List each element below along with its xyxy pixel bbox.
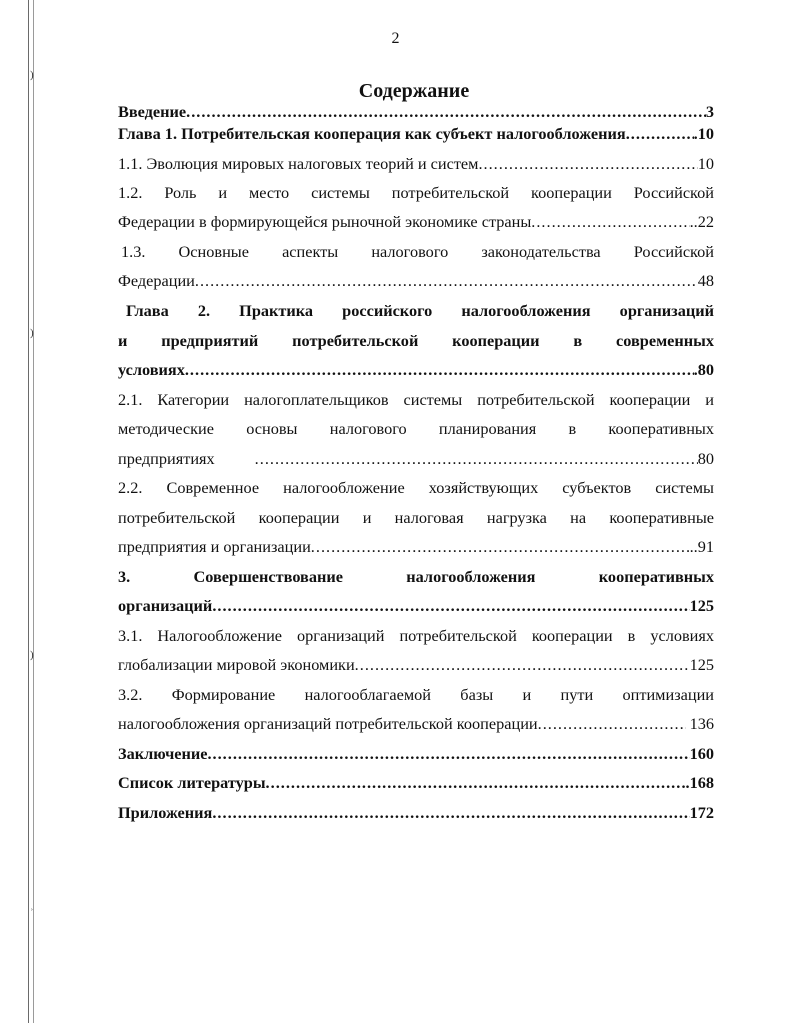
toc-entry-page: ..22 <box>689 212 714 231</box>
toc-entry-page: 160 <box>689 744 714 763</box>
dot-leader <box>531 212 689 232</box>
dot-leader <box>207 744 689 764</box>
toc-entry-introduction[interactable] <box>118 102 714 124</box>
dot-leader <box>212 803 689 823</box>
toc-entry-conclusion[interactable] <box>118 744 714 766</box>
dot-leader <box>478 154 697 174</box>
toc-entry-1-3-cont[interactable] <box>118 271 714 293</box>
binding-hole-mark: ) <box>30 69 34 81</box>
toc-entry-3-2[interactable]: 3.2. Формирование налогооблагаемой базы и пути оптимизации <box>118 685 714 704</box>
toc-entry-appendices[interactable] <box>118 803 714 825</box>
dot-leader <box>195 271 698 291</box>
dot-leader <box>311 537 690 557</box>
toc-entry-page: 80 <box>697 449 714 468</box>
toc-entry-chapter-2-cont[interactable]: и предприятий потребительской кооперации в современных <box>118 331 714 350</box>
toc-entry-text: налогообложения организаций потребительской кооперации <box>118 714 538 733</box>
scan-edge-line <box>28 0 29 1023</box>
toc-entry-text: Приложения <box>118 803 213 822</box>
toc-entry-text: Список литературы <box>118 773 266 792</box>
toc-entry-2-2-end[interactable] <box>118 537 714 559</box>
toc-entry-page: 125 <box>689 655 714 674</box>
toc-entry-2-1-end[interactable] <box>118 449 714 471</box>
toc-entry-1-3[interactable]: 1.3. Основные аспекты налогового законодательства Российской <box>121 242 714 261</box>
toc-entry-2-1-cont[interactable]: методические основы налогового планирования в кооперативных <box>118 419 714 438</box>
dot-leader <box>538 714 686 734</box>
toc-entry-page: 3 <box>705 102 714 121</box>
toc-entry-chapter-2-end[interactable] <box>118 360 714 382</box>
toc-entry-text: организаций <box>118 596 213 615</box>
toc-entry-3-2-end[interactable] <box>118 714 714 736</box>
toc-entry-page: 136 <box>685 714 714 733</box>
toc-entry-chapter-3-end[interactable] <box>118 596 714 618</box>
toc-entry-text: Федерации в формирующейся рыночной экономике страны <box>118 212 532 231</box>
scan-edge-line <box>33 0 34 1023</box>
toc-entry-page: .80 <box>693 360 714 379</box>
toc-entry-page: .10 <box>693 124 714 143</box>
page-number: 2 <box>391 30 400 47</box>
toc-entry-1-1[interactable] <box>118 154 714 176</box>
toc-entry-2-1[interactable]: 2.1. Категории налогоплательщиков системы потребительской кооперации и <box>118 390 714 409</box>
toc-entry-chapter-3[interactable]: 3. Совершенствование налогообложения кооперативных <box>118 567 714 586</box>
toc-entry-page: ..168 <box>681 773 714 792</box>
toc-entry-text: предприятиях <box>118 449 215 468</box>
toc-entry-page: 10 <box>697 154 714 173</box>
toc-entry-page: 48 <box>697 271 714 290</box>
toc-entry-1-2-cont[interactable] <box>118 212 714 234</box>
dot-leader <box>626 124 694 144</box>
toc-entry-text: условиях <box>118 360 185 379</box>
toc-title: Содержание <box>358 80 470 102</box>
binding-hole-mark: ) <box>30 327 34 339</box>
toc-entry-page: 172 <box>689 803 714 822</box>
toc-entry-page: ..91 <box>689 537 714 556</box>
binding-hole-mark: ) <box>30 649 34 661</box>
toc-entry-1-2[interactable]: 1.2. Роль и место системы потребительской кооперации Российской <box>118 183 714 202</box>
toc-entry-text: Заключение <box>118 744 208 763</box>
toc-entry-text: Глава 1. Потребительская кооперация как субъект налогообложения <box>118 124 626 143</box>
toc-entry-3-1[interactable]: 3.1. Налогообложение организаций потребительской кооперации в условиях <box>118 626 714 645</box>
toc-entry-chapter-2[interactable]: Глава 2. Практика российского налогообложения организаций <box>126 301 714 320</box>
toc-entry-text: глобализации мировой экономики <box>118 655 355 674</box>
dot-leader <box>266 773 682 793</box>
toc-entry-2-2[interactable]: 2.2. Современное налогообложение хозяйствующих субъектов системы <box>118 478 714 497</box>
toc-entry-chapter-1[interactable] <box>118 124 714 146</box>
dot-leader <box>355 655 690 675</box>
binding-hole-mark: ʾ <box>30 907 34 919</box>
toc-entry-text: 1.1. Эволюция мировых налоговых теорий и систем <box>118 154 479 173</box>
dot-leader <box>255 449 698 469</box>
dot-leader <box>185 360 694 380</box>
toc-entry-text: Федерации <box>118 271 195 290</box>
dot-leader <box>212 596 689 616</box>
toc-entry-text: предприятия и организации <box>118 537 311 556</box>
toc-entry-text: Введение <box>118 102 187 121</box>
dot-leader <box>186 102 706 122</box>
toc-entry-2-2-cont[interactable]: потребительской кооперации и налоговая нагрузка на кооперативные <box>118 508 714 527</box>
toc-entry-page: 125 <box>689 596 714 615</box>
toc-entry-3-1-end[interactable] <box>118 655 714 677</box>
toc-entry-bibliography[interactable] <box>118 773 714 795</box>
